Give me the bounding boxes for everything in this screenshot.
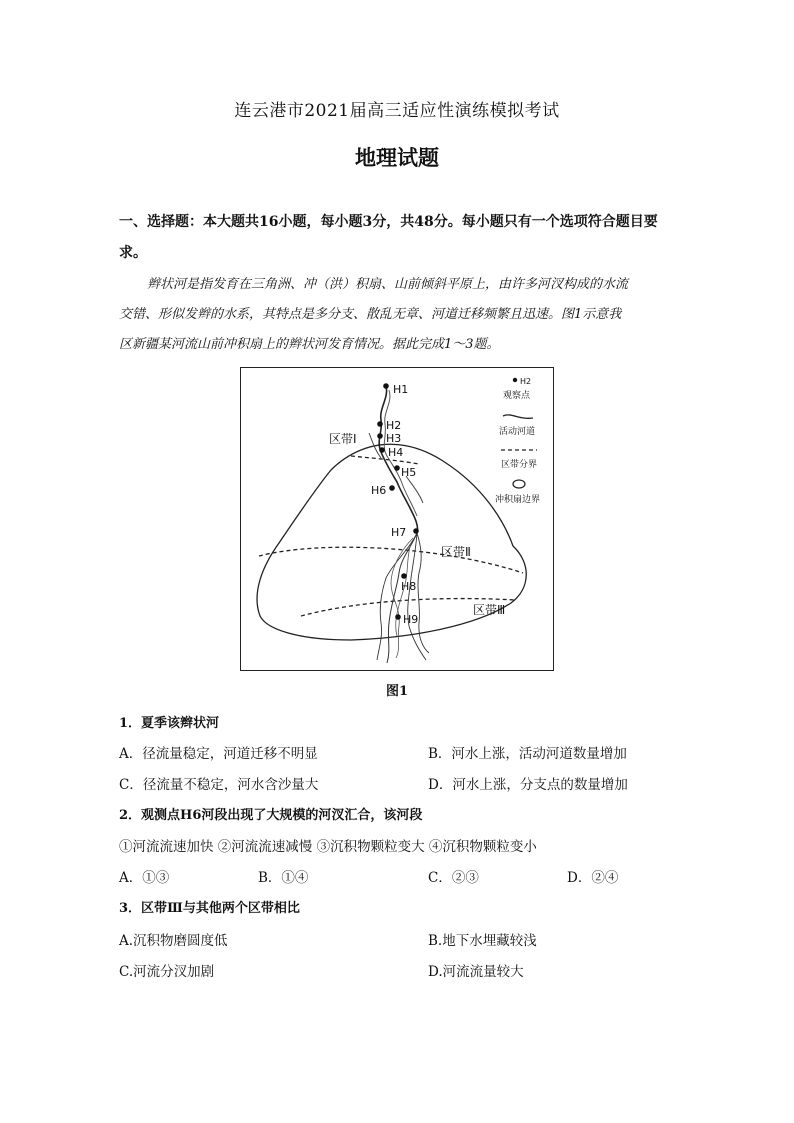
section-heading	[119, 207, 699, 269]
intro-paragraph	[119, 270, 689, 360]
legend-active-channel: 活动河道	[499, 427, 536, 437]
q2-option-b[interactable]: B．①④	[258, 870, 309, 886]
q1-option-b[interactable]: B．河水上涨，活动河道数量增加	[428, 746, 627, 762]
point-h8	[401, 573, 407, 579]
legend-obs-point: 观察点	[503, 391, 531, 401]
q1-option-a[interactable]: A．径流量稳定，河道迁移不明显	[119, 746, 318, 762]
section-heading-line2: 求。	[119, 245, 147, 261]
q2-option-c[interactable]: C．②③	[428, 870, 479, 886]
braid-3	[408, 533, 426, 660]
braid-1	[387, 533, 417, 663]
point-h9	[395, 614, 401, 620]
label-h7: H7	[391, 526, 407, 539]
q3-option-d[interactable]: D.河流流量较大	[428, 964, 524, 980]
label-h6: H6	[371, 484, 387, 497]
exam-title: 连云港市2021届高三适应性演练模拟考试	[234, 101, 560, 121]
legend-active-channel-icon	[503, 415, 533, 418]
legend-fan-boundary: 冲积扇边界	[495, 495, 541, 505]
braid-5	[391, 538, 413, 658]
legend-fan-boundary-icon	[513, 480, 525, 488]
zone-label-1: 区带Ⅰ	[329, 432, 357, 446]
zone-label-2: 区带Ⅱ	[441, 545, 471, 559]
question-2-stem: 2．观测点H6河段出现了大规模的河汊汇合，该河段	[119, 808, 423, 823]
point-h7	[413, 528, 419, 534]
point-h3	[377, 433, 383, 439]
legend-point-sample: H2	[520, 377, 532, 386]
label-h3: H3	[386, 432, 402, 445]
legend-point-icon	[513, 378, 517, 382]
point-h2	[377, 421, 383, 427]
braided-river-map	[240, 367, 554, 671]
label-h8: H8	[401, 580, 417, 593]
intro-line3: 区新疆某河流山前冲积扇上的辫状河发育情况。据此完成1～3题。	[119, 337, 500, 352]
braid-4	[417, 533, 429, 653]
figure-caption: 图1	[385, 684, 409, 699]
q1-option-c[interactable]: C．径流量不稳定，河水含沙量大	[119, 777, 319, 793]
q2-option-a[interactable]: A．①③	[119, 870, 170, 886]
question-1-stem: 1．夏季该辫状河	[119, 716, 220, 731]
q3-option-c[interactable]: C.河流分汊加剧	[119, 964, 215, 980]
point-h4	[379, 447, 385, 453]
label-h9: H9	[403, 613, 419, 626]
intro-line2: 交错、形似发辫的水系，其特点是多分支、散乱无章、河道迁移频繁且迅速。图1示意我	[119, 307, 622, 322]
river-upper	[379, 386, 417, 533]
legend-zone-boundary: 区带分界	[501, 460, 538, 470]
point-h6	[389, 485, 395, 491]
label-h2: H2	[386, 419, 402, 432]
intro-line1: 辫状河是指发育在三角洲、冲（洪）积扇、山前倾斜平原上，由许多河汊构成的水流	[147, 277, 629, 292]
map-svg	[241, 368, 553, 670]
label-h5: H5	[401, 466, 417, 479]
question-3-stem: 3．区带Ⅲ与其他两个区带相比	[119, 901, 300, 916]
label-h4: H4	[388, 446, 404, 459]
subject-title: 地理试题	[355, 145, 439, 170]
q3-option-b[interactable]: B.地下水埋藏较浅	[428, 933, 537, 949]
label-h1: H1	[393, 383, 409, 396]
q2-option-d[interactable]: D．②④	[567, 870, 619, 886]
q2-statements: ①河流流速加快 ②河流流速减慢 ③沉积物颗粒变大 ④沉积物颗粒变小	[119, 839, 537, 855]
braid-2	[377, 533, 417, 660]
zone-label-3: 区带Ⅲ	[473, 603, 506, 617]
section-heading-line1: 一、选择题：本大题共16小题，每小题3分，共48分。每小题只有一个选项符合题目要	[119, 214, 658, 230]
point-h1	[383, 383, 389, 389]
point-h5	[394, 465, 400, 471]
q3-option-a[interactable]: A.沉积物磨圆度低	[119, 933, 228, 949]
q1-option-d[interactable]: D．河水上涨，分支点的数量增加	[428, 777, 628, 793]
